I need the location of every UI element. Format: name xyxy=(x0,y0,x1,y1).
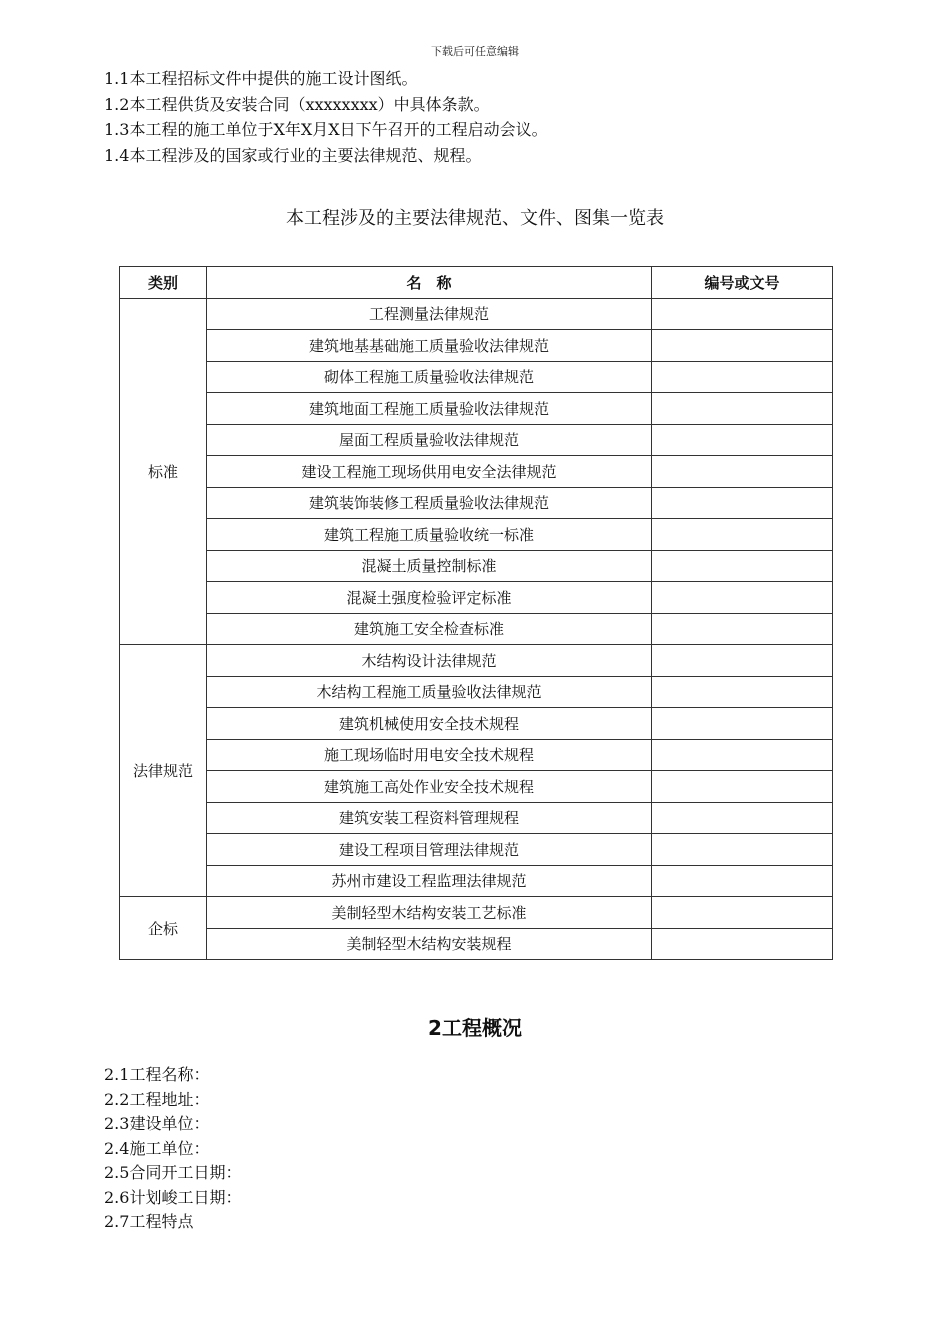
name-cell: 建筑地面工程施工质量验收法律规范 xyxy=(207,393,652,425)
number-cell xyxy=(652,771,833,803)
intro-item: 1.1本工程招标文件中提供的施工设计图纸。 xyxy=(104,69,418,88)
table-title: 本工程涉及的主要法律规范、文件、图集一览表 xyxy=(286,208,664,229)
number-cell xyxy=(652,298,833,330)
overview-item: 2.7工程特点 xyxy=(104,1212,194,1231)
name-cell: 建筑工程施工质量验收统一标准 xyxy=(207,519,652,551)
number-cell xyxy=(652,393,833,425)
name-cell: 建筑施工安全检查标准 xyxy=(207,613,652,645)
number-cell xyxy=(652,708,833,740)
name-cell: 美制轻型木结构安装规程 xyxy=(207,928,652,960)
number-cell xyxy=(652,519,833,551)
overview-item: 2.1工程名称： xyxy=(104,1065,210,1084)
header-name: 名 称 xyxy=(207,267,652,299)
number-cell xyxy=(652,330,833,362)
number-cell xyxy=(652,676,833,708)
number-cell xyxy=(652,582,833,614)
table-row xyxy=(120,298,833,330)
intro-item: 1.3本工程的施工单位于X年X月X日下午召开的工程启动会议。 xyxy=(104,120,548,139)
name-cell: 施工现场临时用电安全技术规程 xyxy=(207,739,652,771)
number-cell xyxy=(652,802,833,834)
name-cell: 建设工程项目管理法律规范 xyxy=(207,834,652,866)
category-cell: 标准 xyxy=(120,298,207,645)
number-cell xyxy=(652,456,833,488)
overview-item: 2.4施工单位： xyxy=(104,1138,210,1158)
intro-list xyxy=(104,66,548,168)
category-cell: 企标 xyxy=(120,897,207,960)
table-header-row xyxy=(120,267,833,299)
table-row xyxy=(120,487,833,519)
table-row xyxy=(120,739,833,771)
category-cell: 法律规范 xyxy=(120,645,207,897)
table-row xyxy=(120,865,833,897)
table-row xyxy=(120,676,833,708)
table-row xyxy=(120,645,833,677)
table-row xyxy=(120,708,833,740)
name-cell: 建筑施工高处作业安全技术规程 xyxy=(207,771,652,803)
name-cell: 混凝土强度检验评定标准 xyxy=(207,582,652,614)
table-row xyxy=(120,802,833,834)
name-cell: 建筑机械使用安全技术规程 xyxy=(207,708,652,740)
table-row xyxy=(120,519,833,551)
number-cell xyxy=(652,739,833,771)
table-row xyxy=(120,897,833,929)
table-row xyxy=(120,550,833,582)
table-row xyxy=(120,928,833,960)
number-cell xyxy=(652,550,833,582)
number-cell xyxy=(652,645,833,677)
name-cell: 木结构工程施工质量验收法律规范 xyxy=(207,676,652,708)
number-cell xyxy=(652,897,833,929)
name-cell: 建设工程施工现场供用电安全法律规范 xyxy=(207,456,652,488)
overview-item: 2.2工程地址： xyxy=(104,1089,210,1109)
table-row xyxy=(120,424,833,456)
name-cell: 砌体工程施工质量验收法律规范 xyxy=(207,361,652,393)
name-cell: 屋面工程质量验收法律规范 xyxy=(207,424,652,456)
table-row xyxy=(120,613,833,645)
name-cell: 建筑安装工程资料管理规程 xyxy=(207,802,652,834)
header-number: 编号或文号 xyxy=(652,267,833,299)
table-row xyxy=(120,393,833,425)
intro-item: 1.2本工程供货及安装合同（xxxxxxxx）中具体条款。 xyxy=(104,94,490,114)
overview-list xyxy=(104,1063,241,1235)
table-row xyxy=(120,834,833,866)
number-cell xyxy=(652,487,833,519)
number-cell xyxy=(652,424,833,456)
overview-item: 2.6计划峻工日期： xyxy=(104,1187,242,1207)
name-cell: 木结构设计法律规范 xyxy=(207,645,652,677)
name-cell: 苏州市建设工程监理法律规范 xyxy=(207,865,652,897)
table-row xyxy=(120,771,833,803)
number-cell xyxy=(652,613,833,645)
section-title: 2工程概况 xyxy=(428,1016,522,1040)
table-row xyxy=(120,582,833,614)
regulations-table xyxy=(119,266,833,960)
intro-item: 1.4本工程涉及的国家或行业的主要法律规范、规程。 xyxy=(104,145,482,165)
number-cell xyxy=(652,865,833,897)
number-cell xyxy=(652,361,833,393)
header-note: 下载后可任意编辑 xyxy=(431,45,519,58)
name-cell: 建筑地基基础施工质量验收法律规范 xyxy=(207,330,652,362)
table-row xyxy=(120,456,833,488)
overview-item: 2.5合同开工日期： xyxy=(104,1163,242,1182)
name-cell: 工程测量法律规范 xyxy=(207,298,652,330)
number-cell xyxy=(652,928,833,960)
table-row xyxy=(120,361,833,393)
name-cell: 混凝土质量控制标准 xyxy=(207,550,652,582)
overview-item: 2.3建设单位： xyxy=(104,1114,210,1133)
table-row xyxy=(120,330,833,362)
number-cell xyxy=(652,834,833,866)
name-cell: 建筑装饰装修工程质量验收法律规范 xyxy=(207,487,652,519)
header-category: 类别 xyxy=(120,267,207,299)
name-cell: 美制轻型木结构安装工艺标准 xyxy=(207,897,652,929)
